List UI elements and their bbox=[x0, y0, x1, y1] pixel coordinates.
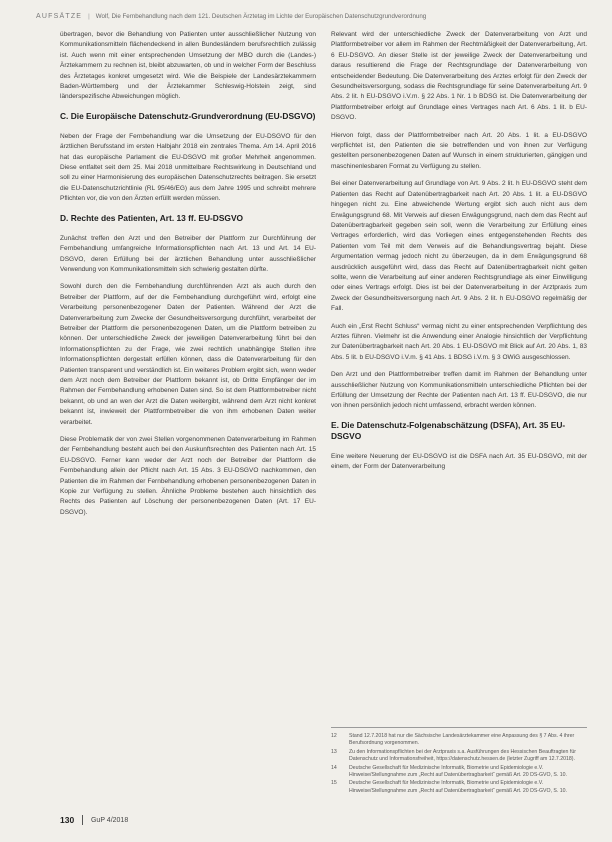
section-heading-e: E. Die Datenschutz-Folgenabschätzung (DSFA), Art. 35 EU-DSGVO bbox=[331, 419, 566, 441]
section-label: AUFSÄTZE bbox=[36, 12, 83, 20]
header-separator: | bbox=[88, 12, 90, 20]
left-column bbox=[60, 30, 316, 525]
paragraph: Sowohl durch den die Fernbehandlung durchführenden Arzt als auch durch den Betreiber der Plattform, auf der die Fernbehandlung durchgeführt wird, erfolgt eine Verarbeitung personenbezogener Daten der Patienten. Während der Arzt die Datenverarbeitung zum Zwecke der Gesundheitsversorgung durchführt, verarbeitet der Betreiber der Plattform die personenbezogenen Daten, um die Plattform betreiben zu können. Der unterschiedliche Zweck der jeweiligen Datenverarbeitung führt bei den Informationspflichten zu der Frage, wie zwei rechtlich unabhängige Stellen ihre Informationspflichten dergestalt erfüllen können, dass die Datenverarbeitung für den Patienten transparent und verständlich ist. Ein weiteres Problem ergibt sich, wenn weder dem Arzt noch dem Betreiber der Plattform bekannt ist, ob Dritte Empfänger der im Rahmen der Fernbehandlung erhobenen Daten sind. So ist dem Plattformbetreiber nicht bekannt, ob und an wen der Arzt die Daten weitergibt, während dem Arzt nicht konkret bekannt ist, inwieweit der Plattformbetreiber die von ihm erhobenen Daten weiter verarbeitet. bbox=[60, 283, 316, 426]
section-heading-d: D. Rechte des Patienten, Art. 13 ff. EU-DSGVO bbox=[60, 212, 244, 223]
paragraph: Zunächst treffen den Arzt und den Betreiber der Plattform zur Durchführung der Fernbehandlung umfangreiche Informationspflichten nach Art. 13 und Art. 14 EU-DSGVO, deren Erfüllung bei der ärztlichen Behandlung unter ausschließlicher Verwendung von Kommunikationsmitteln sich schwierig gestalten dürfte. bbox=[60, 234, 316, 273]
footnote bbox=[331, 765, 587, 780]
paragraph: übertragen, bevor die Behandlung von Patienten unter ausschließlicher Nutzung von Kommunikationsmitteln flächendeckend in allen Bundesländern berufsrechtlich zulässig ist. Auch wenn mit einer entsprechenden Umsetzung der MBO durch die (Landes-) Ärztekammern zu rechnen ist, bleibt abzuwarten, ob und in welcher Form der Beschluss des Ärztetages konkret umgesetzt wird. Wie die Beispiele der Landesärztekammern Baden-Württemberg und der Ärztekammer Schleswig-Holstein zeigt, sind länderspezifische Abweichungen möglich. bbox=[60, 31, 316, 101]
right-column bbox=[331, 30, 587, 480]
paragraph: Auch ein „Erst Recht Schluss“ vermag nicht zu einer entsprechenden Verpflichtung des Arztes führen. Vielmehr ist die Anwendung einer Analogie hinsichtlich der Verpflichtung zur Datenübertragbarkeit nach Art. 20 Abs. 1 EU-DSGVO mit Blick auf Art. 20 Abs. 1, 83 Abs. 5 lit. b EU-DSGVO i.V.m. § 41 Abs. 1 BDSG i.V.m. § 3 OWiG ausgeschlossen. bbox=[331, 322, 587, 361]
footer-divider bbox=[82, 815, 83, 825]
footnote-text: Deutsche Gesellschaft für Medizinische Informatik, Biometrie und Epidemiologie e.V. Hinweise/Stellungnahme zum „Recht auf Datenübertragbarkeit“ gemäß Art. 20 DS-GVO, S. 10. bbox=[349, 780, 567, 794]
paragraph: Hiervon folgt, dass der Plattformbetreiber nach Art. 20 Abs. 1 lit. a EU-DSGVO verpflichtet ist, den Patienten die sie betreffenden und von ihnen zur Verfügung gestellten personenbezogenen Daten auf Wunsch in einem strukturierten, gängigen und maschinenlesbaren Format zu Verfügung zu stellen. bbox=[331, 131, 587, 170]
footnote-text: Stand 12.7.2018 hat nur die Sächsische Landesärztekammer eine Anpassung des § 7 Abs. 4 ihrer Berufsordnung vorgenommen. bbox=[349, 733, 575, 747]
paragraph: Eine weitere Neuerung der EU-DSGVO ist die DSFA nach Art. 35 EU-DSGVO, mit der einem, der Form der Datenverarbeitung bbox=[331, 452, 587, 471]
footnote-text: Zu den Informationspflichten bei der Arztpraxis s.a. Ausführungen des Hessischen Beauftragten für Datenschutz und Informationsfreiheit, https://datenschutz.hessen.de (letzter Zugriff am 12.7.2018). bbox=[349, 748, 576, 763]
section-heading-c: C. Die Europäische Datenschutz-Grundverordnung (EU-DSGVO) bbox=[60, 110, 316, 121]
page-number: 130 bbox=[60, 815, 75, 825]
footnote-number: 14 bbox=[331, 764, 337, 771]
footnote bbox=[331, 780, 587, 795]
paragraph: Neben der Frage der Fernbehandlung war die Umsetzung der EU-DSGVO für den ärztlichen Berufsstand im ersten Halbjahr 2018 ein zentrales Thema. Am 14. April 2016 hat das europäische Parlament die EU-DSGVO mit großer Mehrheit angenommen. Diese entfaltet seit dem 25. Mai 2018 unmittelbare Rechtswirkung in Deutschland und soll zu einer Harmonisierung des europäischen Datenschutzrechts beitragen. Sie ersetzt die EU-Datenschutzrichtlinie (RL 95/46/EG) aus dem Jahre 1995 und schreibt mehrere Pflichten vor, die von den Ärzten erfüllt werden müssen. bbox=[60, 132, 316, 203]
page-footer bbox=[60, 813, 316, 827]
paragraph: Den Arzt und den Plattformbetreiber treffen damit im Rahmen der Behandlung unter ausschließlicher Nutzung von Kommunikationsmitteln unterschiedliche Pflichten bei der Erfüllung der Umsetzung der Rechte der Patienten nach Art. 13 ff. EU-DSGVO, die nur von ihnen persönlich jedoch nicht umfassend, erbracht werden können. bbox=[331, 371, 587, 410]
paragraph: Relevant wird der unterschiedliche Zweck der Datenverarbeitung von Arzt und Plattformbetreiber vor allem im Rahmen der Rechtmäßigkeit der Datenverarbeitung, Art. 6 EU-DSGVO. An dieser Stelle ist der jeweilige Zweck der Datenverarbeitung und daraus resultierend die Frage der Rechtsgrundlage der Datenverarbeitung von entscheidender Bedeutung. Die Datenverarbeitung des Arztes erfolgt für den Zweck der Gesundheitsversorgung, sodass die Rechtsgrundlage für seine Datenverarbeitung Art. 9 Abs. 2 lit. h EU-DSGVO i.V.m. § 22 Abs. 1 Nr. 1 b BDSG ist. Die Datenverarbeitung der Plattformbetreiber erfolgt auf Grundlage eines Vertrages nach Art. 6 Abs. 1 lit. b EU-DSGVO. bbox=[331, 31, 587, 122]
footnotes bbox=[331, 727, 587, 796]
footnote bbox=[331, 749, 587, 764]
footnote-text: Deutsche Gesellschaft für Medizinische Informatik, Biometrie und Epidemiologie e.V. Hinweise/Stellungnahme zum „Recht auf Datenübertragbarkeit“ gemäß Art. 20 DS-GVO, S. 10. bbox=[349, 764, 567, 779]
footnote bbox=[331, 733, 587, 748]
footnote-number: 12 bbox=[331, 733, 337, 739]
journal-issue: GuP 4/2018 bbox=[90, 816, 129, 824]
footnote-number: 15 bbox=[331, 780, 337, 787]
running-header bbox=[36, 10, 602, 22]
paragraph: Bei einer Datenverarbeitung auf Grundlage von Art. 9 Abs. 2 lit. h EU-DSGVO steht dem Patienten das Recht auf Datenübertragbarkeit nach Art. 20 Abs. 1 lit. a EU-DSGVO hingegen nicht zu. Eine abweichende Wertung ergibt sich auch nicht aus dem Erwägungsgrund 68. Mit Verweis auf diesen Erwägungsgrund, nach dem das Recht auf Datenübertragbarkeit gegeben sein soll, wenn die Verarbeitung zur Erfüllung eines Vertrages erforderlich, wird das Vorliegen eines entgegenstehenden Rechts des Patienten vom Teil mit dem Verweis auf die Behandlungsvertrag bejaht. Diese Argumentation vermag jedoch nicht zu überzeugen, da in dem Erwägungsgrund 68 ausdrücklich ausgeführt wird, dass das Recht auf Datenübertragbarkeit nicht gelten sollte, wenn die Verarbeitung auf einer anderen Rechtsgrundlage als einer Einwilligung oder eines Vertrags erfolgt. Dies ist bei der Datenverarbeitung in der Arztpraxis zum Zweck der Gesundheitsversorgung nach Art. 9 Abs. 2 lit. h EU-DSGVO regelmäßig der Fall. bbox=[331, 180, 587, 313]
running-title: Wolf, Die Fernbehandlung nach dem 121. Deutschen Ärztetag im Lichte der Europäischen Datenschutzgrundverordnung bbox=[95, 12, 427, 20]
paragraph: Diese Problematik der von zwei Stellen vorgenommenen Datenverarbeitung im Rahmen der Fernbehandlung besteht auch bei den Auskunftsrechten des Patienten nach Art. 15 EU-DSGVO. Ferner kann weder der Arzt noch der Betreiber der Plattform die Fernbehandlung allein der Pflicht nach Art. 15 Abs. 3 EU-DSGVO nachkommen, den Patienten die im Rahmen der Fernbehandlung erhobenen personenbezogenen Daten in Kopie zur Verfügung zu stellen. Ähnliche Probleme bestehen auch hinsichtlich des Rechts des Patienten auf Löschung der personenbezogenen Daten (Art. 17 EU-DSGVO). bbox=[60, 436, 316, 516]
footnote-number: 13 bbox=[331, 748, 337, 755]
